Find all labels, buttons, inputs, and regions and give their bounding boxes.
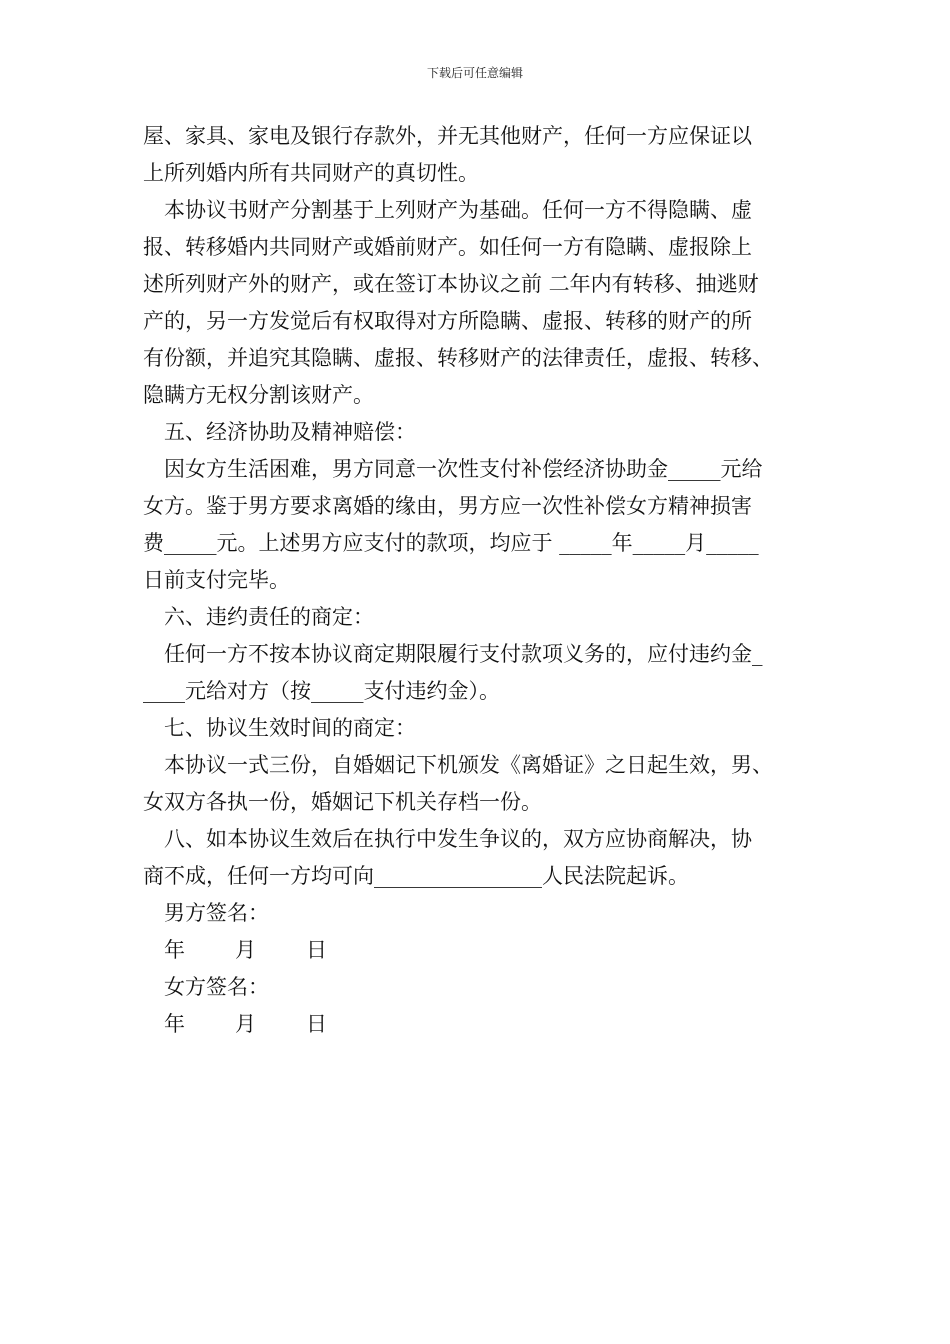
signature-date (143, 1006, 833, 1043)
text-line: 商不成，任何一方均可向________________人民法院起诉。 (143, 864, 689, 888)
text-line: 产的，另一方发觉后有权取得对方所隐瞒、虚报、转移的财产的所 (143, 309, 752, 333)
text-line: 六、违约责任的商定： (164, 605, 374, 629)
paragraph-lines (143, 118, 833, 895)
text-line: 女双方各执一份，婚姻记下机关存档一份。 (143, 790, 542, 814)
date-year: 年 (164, 938, 185, 962)
text-line: 任何一方不按本协议商定期限履行支付款项义务的，应付违约金_ (164, 642, 763, 666)
date-month: 月 (235, 938, 256, 962)
text-line: 本协议一式三份，自婚姻记下机颁发《离婚证》之日起生效，男、 (164, 753, 773, 777)
text-line: ____元给对方（按_____支付违约金）。 (143, 679, 500, 703)
text-line: 费_____元。上述男方应支付的款项，均应于 _____年_____月_____ (143, 531, 759, 555)
text-line: 七、协议生效时间的商定： (164, 716, 416, 740)
text-line: 女方。鉴于男方要求离婚的缘由，男方应一次性补偿女方精神损害 (143, 494, 752, 518)
date-day: 日 (306, 1012, 327, 1036)
text-line: 报、转移婚内共同财产或婚前财产。如任何一方有隐瞒、虚报除上 (143, 235, 752, 259)
text-line: 日前支付完毕。 (143, 568, 290, 592)
signature-block (143, 895, 833, 1043)
page-header: 下载后可任意编辑 (426, 66, 523, 80)
text-line: 隐瞒方无权分割该财产。 (143, 383, 374, 407)
text-line: 因女方生活困难，男方同意一次性支付补偿经济协助金_____元给 (164, 457, 763, 481)
date-month: 月 (235, 1012, 256, 1036)
signature-date (143, 932, 833, 969)
text-line: 本协议书财产分割基于上列财产为基础。任何一方不得隐瞒、虚 (164, 198, 752, 222)
text-line: 八、如本协议生效后在执行中发生争议的，双方应协商解决，协 (164, 827, 752, 851)
text-line: 五、经济协助及精神赔偿： (164, 420, 416, 444)
text-line: 述所列财产外的财产，或在签订本协议之前 二年内有转移、抽逃财 (143, 272, 759, 296)
signature-label: 女方签名： (164, 975, 269, 999)
signature-label: 男方签名： (164, 901, 269, 925)
text-line: 屋、家具、家电及银行存款外，并无其他财产，任何一方应保证以 (143, 124, 752, 148)
date-year: 年 (164, 1012, 185, 1036)
text-line: 有份额，并追究其隐瞒、虚报、转移财产的法律责任，虚报、转移、 (143, 346, 773, 370)
date-day: 日 (306, 938, 327, 962)
text-line: 上所列婚内所有共同财产的真切性。 (143, 161, 479, 185)
document-body (143, 118, 833, 1043)
